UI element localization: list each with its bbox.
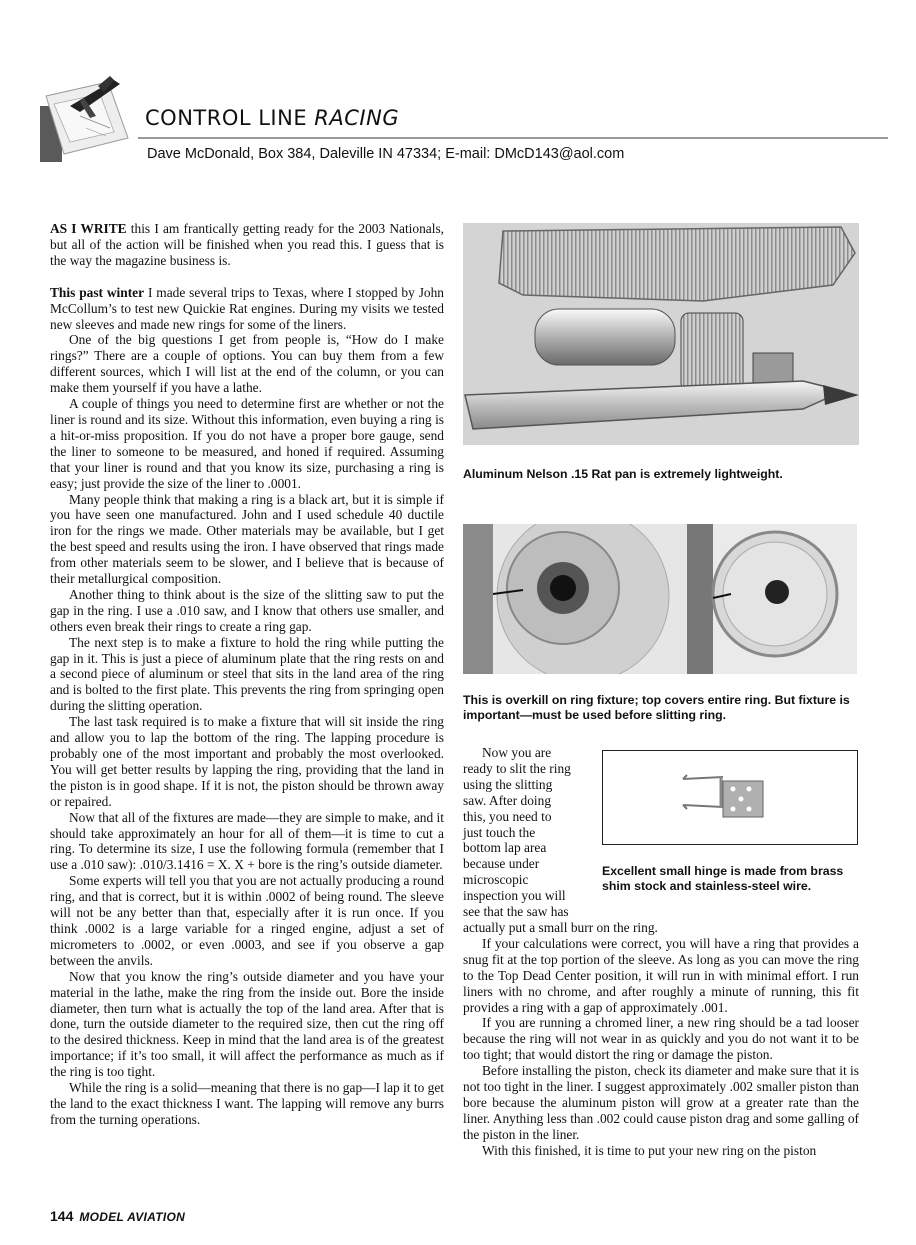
photo-caption: Excellent small hinge is made from brass shim stock and stainless-steel wire.	[602, 864, 844, 893]
text-line: this, you need to	[463, 808, 552, 824]
text-line: microscopic	[463, 872, 529, 888]
engine-photo	[463, 223, 859, 445]
paragraph: Another thing to think about is the size of the slitting saw to put the gap in the ring. I use a .010 saw, and I know that others use smaller, and others even break their rings to create a ring gap.	[50, 586, 444, 634]
text-line: ready to slit the ring	[463, 760, 571, 776]
paragraph	[50, 285, 444, 333]
text-line: bottom lap area	[463, 840, 547, 856]
ring-fixture-photo	[463, 524, 857, 674]
paragraph: Many people think that making a ring is a black art, but it is simple if you have seen one manufactured. John and I used schedule 40 ductile iron for the rings we made. Other materials may be available, but I get the best speed and results using the iron. I have observed that rings made from other materials seem to be slower, and I believe that is because of their metallurgical composition.	[50, 491, 444, 587]
paragraph: One of the big questions I get from people is, “How do I make rings?” There are a couple of options. You can buy them from a few different sources, which I will list at the end of the column, or you can make them yourself if you have a lathe.	[50, 332, 444, 396]
paragraph: A couple of things you need to determine first are whether or not the liner is round and its size. Without this information, even buying a ring is a hit-or-miss proposition. If you do not have a proper bore gauge, send the liner to someone to be measured, and honed if required. Assuming that your liner is round and that you know its size, purchasing a ring is easy; just provide the size of the liner to .0001.	[50, 396, 444, 491]
paragraph: The last task required is to make a fixture that will sit inside the ring and allow you to lap the bottom of the ring. The lapping procedure is probably one of the most important and probably the most overlooked. You will get better results by lapping the ring, providing that the land in the piston is in good shape. If it is not, the piston should be thrown away or repaired.	[50, 714, 444, 809]
run-in-head: This past winter	[50, 284, 145, 300]
title-main: CONTROL LINE	[145, 106, 308, 130]
paragraph-text: this I am frantically getting ready for the 2003 Nationals, but all of the action will be finished when you read this. I guess that is the way the magazine business is.	[50, 221, 445, 268]
column-title	[145, 106, 399, 130]
text-line: Now you are	[482, 745, 552, 760]
photo-caption: Aluminum Nelson .15 Rat pan is extremely lightweight.	[463, 467, 783, 481]
magazine-name: MODEL AVIATION	[79, 1210, 186, 1224]
paragraph: actually put a small burr on the ring.	[463, 919, 658, 935]
text-line: because under	[463, 856, 540, 872]
text-line: inspection you will	[463, 888, 566, 904]
text-line: using the slitting	[463, 776, 553, 792]
header-rule	[138, 137, 888, 139]
wrapped-text	[463, 745, 588, 920]
text-line: just touch the	[463, 824, 536, 840]
page-number: 144	[50, 1208, 74, 1224]
paragraph: With this finished, it is time to put your new ring on the piston	[482, 1142, 817, 1158]
paragraph-text: I made several trips to Texas, where I stopped by John McCollum’s to test new Quickie Rat engines. During my visits we tested new sleeves and made new rings for some of the liners.	[50, 284, 444, 332]
column-logo	[40, 76, 135, 162]
paragraph: Before installing the piston, check its diameter and make sure that it is not too tight in the liner. I suggest approximately .002 smaller piston than bore because the aluminum piston will grow at a greater rate than the liner. Anything less than .002 could cause piston drag and some galling of the piston in the liner.	[463, 1063, 859, 1142]
title-emphasis: RACING	[314, 106, 400, 130]
paragraph: While the ring is a solid—meaning that there is no gap—I lap it to get the land to the exact thickness I want. The lapping will remove any burrs from the turning operations.	[50, 1080, 444, 1127]
text-line: saw. After doing	[463, 792, 552, 808]
right-column	[463, 745, 859, 1159]
paragraph: The next step is to make a fixture to hold the ring while putting the gap in it. This is just a piece of aluminum plate that the ring rests on and a second piece of aluminum or steel that sits in the land area of the ring and is bolted to the first plate. This prevents the ring from springing open during the slitting operation.	[50, 634, 444, 714]
page-footer	[50, 1208, 185, 1224]
paragraph: Now that all of the fixtures are made—they are simple to make, and it should take approximately an hour for all of them—it is time to cut a ring. To determine its size, I use the following formula (remember that I use a .010 saw): .010/3.1416 = X. X + bore is the ring’s outside diameter.	[50, 809, 444, 873]
left-column	[50, 221, 444, 1128]
paragraph: If your calculations were correct, you will have a ring that provides a snug fit at the top portion of the sleeve. As long as you can move the ring to the Top Dead Center position, it will run in with minimal effort. I run liners with no chrome, and after roughly a minute of running, this fit provides a ring with a gap of approximately .001.	[463, 935, 859, 1015]
full-width-text	[463, 920, 859, 1159]
author-contact: Dave McDonald, Box 384, Daleville IN 47334; E-mail: DMcD143@aol.com	[147, 146, 625, 162]
photo-caption: This is overkill on ring fixture; top covers entire ring. But fixture is important—must be used before slitting ring.	[463, 693, 850, 722]
paragraph: Now that you know the ring’s outside diameter and you have your material in the lathe, make the ring from the inside out. Bore the inside diameter, then turn what is actually the top of the land area. After that is done, turn the outside diameter to the required size, then cut the ring off to the desired thickness. Keep in mind that the land area is of the greatest importance; if it’s too small, it will affect the performance as much as if the ring is too tight.	[50, 968, 444, 1080]
run-in-head: AS I WRITE	[50, 221, 127, 236]
text-line: see that the saw has	[463, 904, 569, 920]
paragraph: If you are running a chromed liner, a new ring should be a tad looser because the ring will not wear in as quickly and you do not want it to be too tight; that would distort the ring or damage the piston.	[463, 1015, 859, 1063]
paragraph: Some experts will tell you that you are not actually producing a round ring, and that is correct, but it is within .0002 of being round. The sleeve will not be any better than that, especially after it is run once. If you think .0002 is a large variable for a ringed engine, adjust a set of micrometers to .0002, or even .0003, and see if you observe a gap between the anvils.	[50, 873, 444, 968]
paragraph	[50, 221, 444, 269]
